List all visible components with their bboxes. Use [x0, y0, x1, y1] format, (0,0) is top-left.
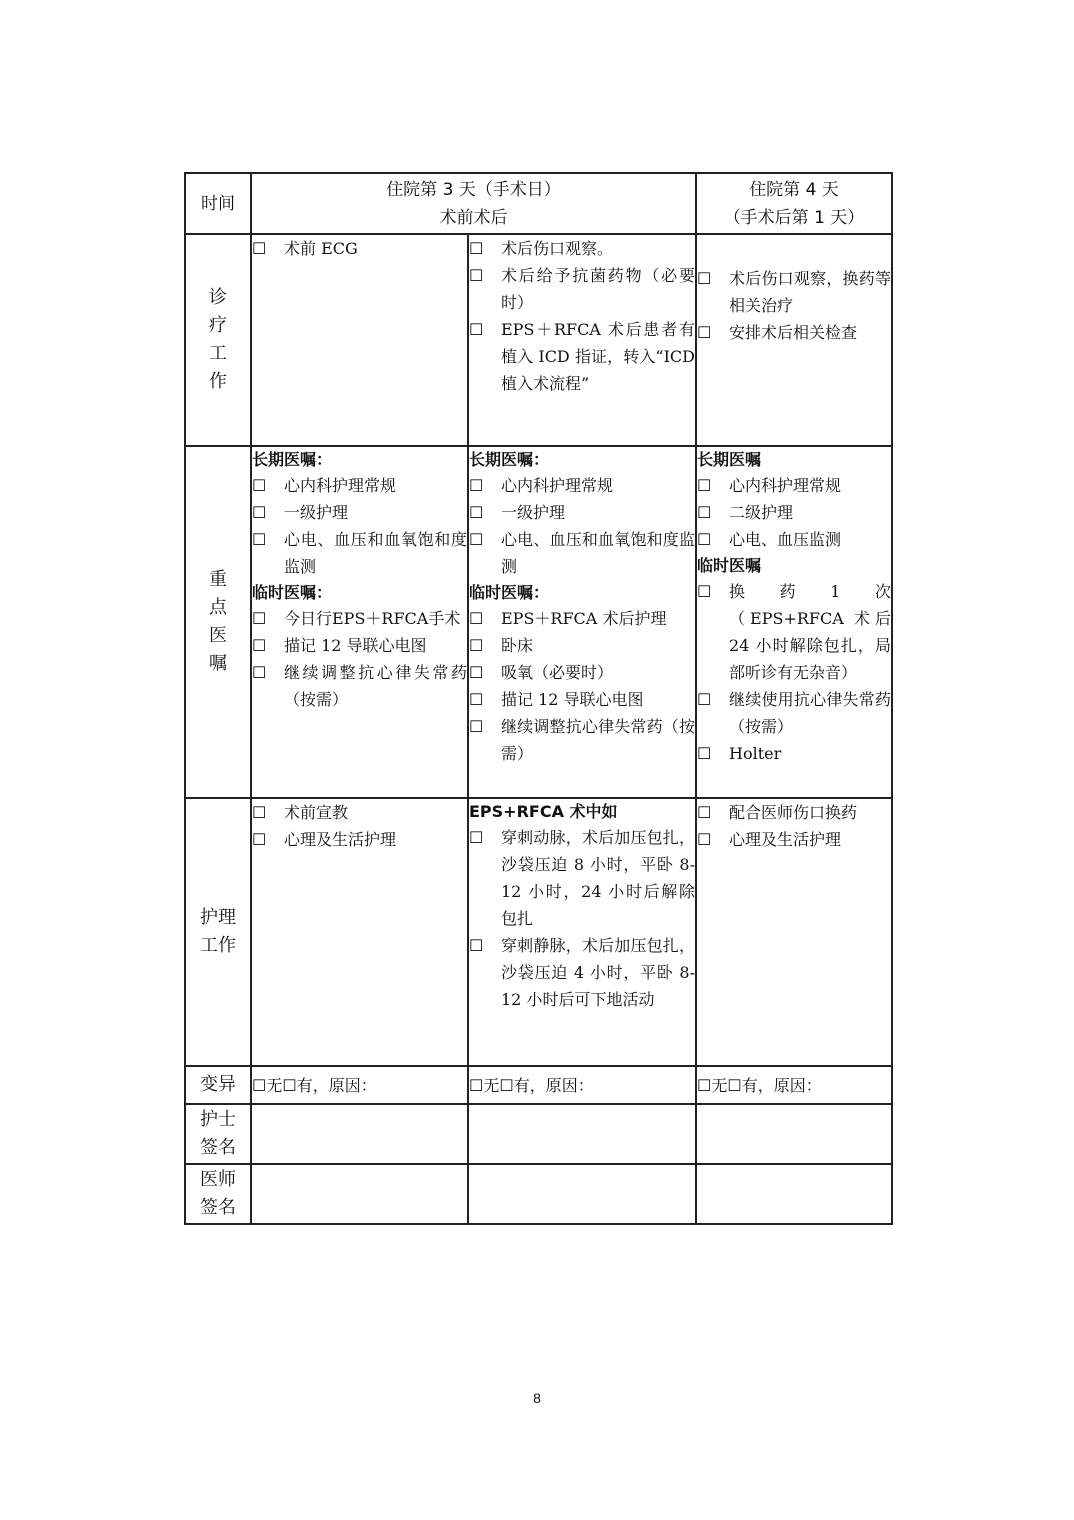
checkbox-item [469, 235, 695, 262]
checkbox-item-text: 穿刺动脉，术后加压包扎，沙袋压迫 8 小时，平卧 8-12 小时，24 小时后解除包扎 [501, 828, 695, 928]
variation-post: ☐无☐有，原因： [468, 1066, 696, 1104]
checkbox-item [697, 319, 891, 346]
checkbox-item [469, 824, 695, 932]
checkbox-item-text: 心电、血压和血氧饱和度监测 [501, 530, 695, 576]
checkbox-item-text: 继续调整抗心律失常药（按需） [284, 663, 467, 709]
checkbox-item-text: 换 药 1 次（EPS+RFCA 术后 24 小时解除包扎，局部听诊有无杂音） [729, 582, 891, 682]
nursing-post [468, 798, 696, 1066]
checkbox-item-text: 吸氧（必要时） [501, 663, 614, 682]
checkbox-item-text: 心电、血压监测 [729, 530, 842, 549]
checkbox-item [697, 740, 891, 767]
nursing-pre [251, 798, 468, 1066]
row-label-char: 医 [209, 625, 227, 646]
variation-label: 变异 [185, 1066, 251, 1104]
checkbox-item [252, 632, 467, 659]
doctor-sign-row [185, 1164, 892, 1224]
checkbox-icon[interactable]: ☐ [697, 582, 712, 601]
checkbox-item-text: 描记 12 导联心电图 [501, 690, 644, 709]
variation-pre: ☐无☐有，原因： [251, 1066, 468, 1104]
variation-day4: ☐无☐有，原因： [696, 1066, 892, 1104]
nurse-sign-label: 护士 签名 [185, 1104, 251, 1164]
checkbox-icon[interactable]: ☐ [469, 636, 484, 655]
checkbox-icon[interactable]: ☐ [252, 239, 267, 258]
checkbox-item [252, 605, 467, 632]
checkbox-item-text: 术前宣教 [284, 803, 349, 822]
checkbox-icon[interactable]: ☐ [469, 717, 484, 736]
checkbox-item [697, 826, 891, 853]
nurse-sign-post [468, 1104, 696, 1164]
row-label-char: 重 [209, 569, 227, 590]
nurse-sign-pre [251, 1104, 468, 1164]
checkbox-icon[interactable]: ☐ [469, 828, 484, 847]
checkbox-item-text: 心理及生活护理 [284, 830, 397, 849]
checkbox-item-text: 继续使用抗心律失常药（按需） [729, 690, 891, 736]
checkbox-icon[interactable]: ☐ [252, 663, 267, 682]
checkbox-item-text: 今日行EPS＋RFCA手术 [284, 609, 461, 628]
checkbox-item [469, 659, 695, 686]
checkbox-icon[interactable]: ☐ [469, 530, 484, 549]
checkbox-icon[interactable]: ☐ [469, 609, 484, 628]
nurse-sign-row [185, 1104, 892, 1164]
row-label-char: 诊 [209, 287, 227, 308]
checkbox-icon[interactable]: ☐ [697, 503, 712, 522]
doctor-sign-label: 医师 签名 [185, 1164, 251, 1224]
checkbox-item-text: 配合医师伤口换药 [729, 803, 858, 822]
day4-subtitle: （手术后第 1 天） [723, 207, 865, 228]
checkbox-item [469, 632, 695, 659]
checkbox-item-text: 一级护理 [284, 503, 349, 522]
checkbox-icon[interactable]: ☐ [252, 636, 267, 655]
checkbox-item [252, 826, 467, 853]
checkbox-icon[interactable]: ☐ [469, 320, 484, 339]
checkbox-icon[interactable]: ☐ [252, 830, 267, 849]
orders-post [468, 446, 696, 798]
checkbox-item-text: EPS＋RFCA 术后患者有植入 ICD 指证，转入“ICD 植入术流程” [501, 320, 695, 393]
checkbox-item [469, 686, 695, 713]
checkbox-item [252, 499, 467, 526]
checkbox-item [697, 578, 891, 686]
doctor-sign-post [468, 1164, 696, 1224]
checkbox-item [697, 499, 891, 526]
long-term-orders-title: 长期医嘱 [697, 450, 762, 469]
header-row [185, 173, 892, 234]
temporary-orders-title: 临时医嘱： [252, 583, 333, 602]
long-term-orders-title: 长期医嘱： [469, 450, 550, 469]
checkbox-icon[interactable]: ☐ [469, 936, 484, 955]
long-term-orders-title: 长期医嘱： [252, 450, 333, 469]
checkbox-icon[interactable]: ☐ [697, 323, 712, 342]
checkbox-item-text: 心内科护理常规 [501, 476, 614, 495]
checkbox-icon[interactable]: ☐ [697, 269, 712, 288]
checkbox-item [469, 262, 695, 316]
checkbox-item [252, 472, 467, 499]
checkbox-icon[interactable]: ☐ [697, 830, 712, 849]
checkbox-icon[interactable]: ☐ [697, 476, 712, 495]
checkbox-icon[interactable]: ☐ [697, 690, 712, 709]
diagnosis-day4 [696, 234, 892, 446]
checkbox-icon[interactable]: ☐ [469, 476, 484, 495]
row-label-char: 疗 [209, 315, 227, 336]
checkbox-item [697, 799, 891, 826]
checkbox-icon[interactable]: ☐ [252, 609, 267, 628]
row-label-char: 作 [209, 371, 227, 392]
checkbox-icon[interactable]: ☐ [469, 266, 484, 285]
checkbox-icon[interactable]: ☐ [252, 530, 267, 549]
temporary-orders-title: 临时医嘱： [469, 583, 550, 602]
checkbox-item [252, 659, 467, 713]
day4-title: 住院第 4 天 [749, 179, 839, 200]
checkbox-item [469, 932, 695, 1013]
checkbox-item-text: 二级护理 [729, 503, 794, 522]
intraop-title: EPS+RFCA 术中如 [469, 802, 618, 821]
checkbox-item-text: 心内科护理常规 [284, 476, 397, 495]
checkbox-icon[interactable]: ☐ [252, 803, 267, 822]
checkbox-item-text: 术前 ECG [284, 239, 358, 258]
diagnosis-label [185, 234, 251, 446]
checkbox-item-text: 继续调整抗心律失常药（按需） [501, 717, 695, 763]
checkbox-icon[interactable]: ☐ [252, 476, 267, 495]
checkbox-item-text: 穿刺静脉，术后加压包扎，沙袋压迫 4 小时，平卧 8-12 小时后可下地活动 [501, 936, 695, 1009]
diagnosis-post [468, 234, 696, 446]
checkbox-icon[interactable]: ☐ [697, 744, 712, 763]
checkbox-item [697, 686, 891, 740]
row-label-char: 嘱 [209, 653, 227, 674]
checkbox-icon[interactable]: ☐ [697, 530, 712, 549]
nurse-sign-day4 [696, 1104, 892, 1164]
clinical-pathway-table [184, 172, 893, 1225]
checkbox-item [252, 526, 467, 580]
variation-row [185, 1066, 892, 1104]
orders-label [185, 446, 251, 798]
checkbox-item-text: 心内科护理常规 [729, 476, 842, 495]
diagnosis-row [185, 234, 892, 446]
day4-header [696, 173, 892, 234]
checkbox-item-text: Holter [729, 744, 782, 763]
row-label-char: 点 [209, 597, 227, 618]
checkbox-icon[interactable]: ☐ [469, 503, 484, 522]
nursing-row [185, 798, 892, 1066]
checkbox-icon[interactable]: ☐ [252, 503, 267, 522]
checkbox-item-text: 卧床 [501, 636, 534, 655]
checkbox-item-text: 心理及生活护理 [729, 830, 842, 849]
checkbox-item [469, 713, 695, 767]
orders-pre [251, 446, 468, 798]
checkbox-item [469, 499, 695, 526]
checkbox-icon[interactable]: ☐ [697, 803, 712, 822]
page-number: 8 [533, 1390, 541, 1406]
orders-row [185, 446, 892, 798]
day3-header [251, 173, 696, 234]
checkbox-item [252, 235, 467, 262]
orders-day4 [696, 446, 892, 798]
checkbox-item [469, 605, 695, 632]
doctor-sign-pre [251, 1164, 468, 1224]
checkbox-icon[interactable]: ☐ [469, 663, 484, 682]
temporary-orders-title: 临时医嘱 [697, 556, 762, 575]
checkbox-item-text: 安排术后相关检查 [729, 323, 858, 342]
checkbox-item-text: 一级护理 [501, 503, 566, 522]
checkbox-item-text: 描记 12 导联心电图 [284, 636, 427, 655]
diagnosis-pre [251, 234, 468, 446]
checkbox-item [697, 526, 891, 553]
time-header: 时间 [185, 173, 251, 234]
row-label-char: 工 [209, 343, 227, 364]
day3-subtitle: 术前术后 [439, 207, 508, 228]
checkbox-item [697, 265, 891, 319]
nursing-day4 [696, 798, 892, 1066]
checkbox-item-text: 术后伤口观察，换药等相关治疗 [729, 269, 891, 315]
checkbox-item [697, 472, 891, 499]
checkbox-item-text: 心电、血压和血氧饱和度监测 [284, 530, 467, 576]
checkbox-item [469, 472, 695, 499]
nursing-label: 护理 工作 [185, 798, 251, 1066]
checkbox-item [469, 526, 695, 580]
checkbox-item-text: 术后伤口观察。 [501, 239, 614, 258]
checkbox-icon[interactable]: ☐ [469, 690, 484, 709]
checkbox-item [469, 316, 695, 397]
day3-title: 住院第 3 天（手术日） [386, 179, 561, 200]
doctor-sign-day4 [696, 1164, 892, 1224]
checkbox-icon[interactable]: ☐ [469, 239, 484, 258]
checkbox-item-text: EPS＋RFCA 术后护理 [501, 609, 667, 628]
checkbox-item-text: 术后给予抗菌药物（必要时） [501, 266, 695, 312]
checkbox-item [252, 799, 467, 826]
